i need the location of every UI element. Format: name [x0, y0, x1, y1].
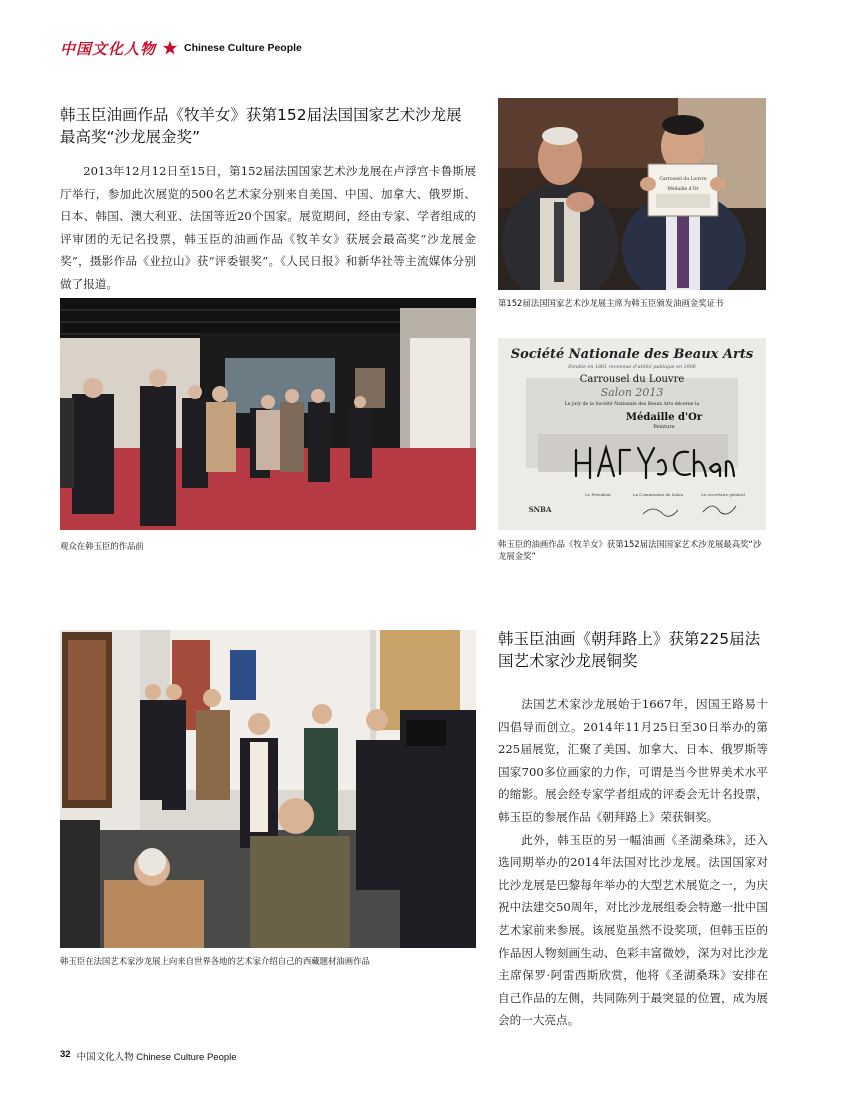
article2-body [498, 693, 768, 1032]
certificate-jury-text: Le jury de la Société Nationale des Beaux Arts décerne la [564, 402, 700, 407]
brand-name-en: Chinese Culture People [184, 42, 302, 54]
card-title-text: Carrousel du Louvre [659, 177, 707, 182]
medal-certificate-caption: 韩玉臣的油画作品《牧羊女》获第152届法国国家艺术沙龙展最高奖“沙龙展金奖” [498, 539, 762, 561]
publication-name: 中国文化人物 Chinese Culture People [76, 1052, 237, 1063]
certificate-secretary-text: Le secrétaire général [701, 492, 745, 497]
star-icon [162, 40, 178, 56]
masthead [60, 38, 302, 58]
certificate-commission-text: La Commission du Salon [632, 492, 684, 497]
article2-title-line2: 国艺术家沙龙展铜奖 [498, 652, 638, 670]
article2-title [498, 628, 770, 672]
gallery-visitors-photo [60, 298, 476, 530]
certificate-ceremony-caption: 第152届法国国家艺术沙龙展主席为韩玉臣颁发油画金奖证书 [498, 298, 724, 308]
brand-name-cn: 中国文化人物 [60, 39, 157, 58]
certificate-award-text: Médaille d'Or [625, 412, 703, 423]
certificate-salon-text: Salon 2013 [600, 386, 664, 399]
article2-title-line1: 韩玉臣油画《朝拜路上》获第225届法 [498, 630, 761, 648]
certificate-emblem-text: SNBA [528, 505, 552, 514]
article1-body [60, 160, 476, 295]
page-footer [60, 1049, 237, 1063]
certificate-founded-text: Fondée en 1861 reconnue d'utilité publique en 1906 [568, 365, 696, 370]
gallery-visitors-caption: 观众在韩玉臣的作品前 [60, 541, 144, 551]
certificate-ceremony-photo [498, 98, 766, 290]
card-award-text: Médaille d'Or [667, 187, 699, 192]
artist-talk-photo [60, 630, 476, 948]
article1-paragraph: 2013年12月12日至15日，第152届法国国家艺术沙龙展在卢浮宫卡鲁斯展厅举行，参加此次展览的500名艺术家分别来自美国、中国、加拿大、俄罗斯、日本、韩国、澳大利亚、法国等近20个国家。展览期间，经由专家、学者组成的评审团的无记名投票，韩玉臣的油画作品《牧羊女》获展会最高奖“沙龙展金奖”，摄影作品《业拉山》获“评委银奖”。《人民日报》和新华社等主流媒体分别做了报道。 [60, 164, 476, 291]
article1-title [60, 104, 480, 148]
medal-certificate-photo [498, 338, 766, 530]
certificate-president-text: Le Président [585, 492, 611, 497]
article2-paragraph1: 法国艺术家沙龙展始于1667年，因国王路易十四倡导而创立。2014年11月25日至30日举办的第225届展览，汇聚了美国、加拿大、日本、俄罗斯等国家700多位画家的力作，可谓是当今世界美术水平的缩影。展会经专家学者组成的评委会无计名投票，韩玉臣的参展作品《朝拜路上》荣获铜奖。 [498, 697, 768, 824]
certificate-category-text: Peinture [653, 424, 675, 430]
article1-title-line1: 韩玉臣油画作品《牧羊女》获第152届法国国家艺术沙龙展 [60, 106, 462, 124]
artist-talk-caption: 韩玉臣在法国艺术家沙龙展上向来自世界各地的艺术家介绍自己的西藏题材油画作品 [60, 956, 370, 966]
page-number: 32 [60, 1049, 71, 1060]
certificate-venue-text: Carrousel du Louvre [579, 374, 685, 385]
certificate-society-text: Société Nationale des Beaux Arts [510, 347, 754, 362]
article1-title-line2: 最高奖“沙龙展金奖” [60, 128, 201, 146]
article2-paragraph2: 此外，韩玉臣的另一幅油画《圣湖桑珠》，还入选同期举办的2014年法国对比沙龙展。法国国家对比沙龙展是巴黎每年举办的大型艺术展览之一，为庆祝中法建交50周年，对比沙龙展组委会特邀一批中国艺术家前来参展。该展览虽然不设奖项，但韩玉臣的作品因人物刻画生动、色彩丰富微妙，深为对比沙龙主席保罗·阿雷西斯欣赏，他将《圣湖桑珠》安排在自己作品的左侧，共同陈列于最突显的位置，成为展会的一大亮点。 [498, 832, 768, 1028]
